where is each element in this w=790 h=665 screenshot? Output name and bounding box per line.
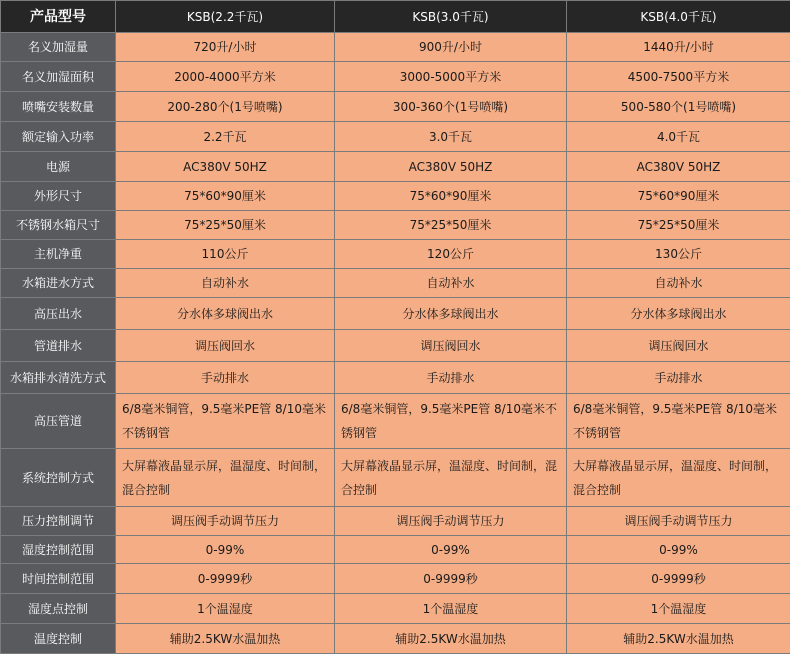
header-row <box>1 1 790 33</box>
table-cell: 1个温湿度 <box>335 594 567 624</box>
table-cell: 辅助2.5KW水温加热 <box>335 624 567 654</box>
table-row <box>1 536 790 564</box>
row-label: 湿度点控制 <box>1 594 116 624</box>
table-cell: 75*25*50厘米 <box>116 211 335 240</box>
header-model: KSB(2.2千瓦) <box>116 1 335 33</box>
table-cell: 2.2千瓦 <box>116 122 335 152</box>
table-cell: 1个温湿度 <box>116 594 335 624</box>
row-label: 管道排水 <box>1 330 116 362</box>
table-cell: 75*25*50厘米 <box>567 211 790 240</box>
table-cell: 1440升/小时 <box>567 33 790 62</box>
table-cell: 0-99% <box>567 536 790 564</box>
header-model: KSB(3.0千瓦) <box>335 1 567 33</box>
table-row <box>1 240 790 269</box>
row-label: 电源 <box>1 152 116 182</box>
table-row <box>1 211 790 240</box>
table-cell: 6/8毫米铜管，9.5毫米PE管 8/10毫米不锈钢管 <box>335 394 567 449</box>
table-cell: 110公斤 <box>116 240 335 269</box>
row-label: 外形尺寸 <box>1 182 116 211</box>
table-cell: 手动排水 <box>116 362 335 394</box>
table-cell: 500-580个(1号喷嘴) <box>567 92 790 122</box>
table-cell: 自动补水 <box>116 269 335 298</box>
table-cell: 3.0千瓦 <box>335 122 567 152</box>
table-row <box>1 449 790 507</box>
row-label: 喷嘴安装数量 <box>1 92 116 122</box>
row-label: 压力控制调节 <box>1 507 116 536</box>
table-cell: 大屏幕液晶显示屏，温湿度、时间制，混合控制 <box>567 449 790 507</box>
table-cell: 0-9999秒 <box>335 564 567 594</box>
table-cell: 调压阀手动调节压力 <box>335 507 567 536</box>
table-row <box>1 564 790 594</box>
table-header <box>1 1 790 33</box>
table-cell: 2000-4000平方米 <box>116 62 335 92</box>
row-label: 名义加湿面积 <box>1 62 116 92</box>
table-row <box>1 362 790 394</box>
table-cell: 4500-7500平方米 <box>567 62 790 92</box>
row-label: 湿度控制范围 <box>1 536 116 564</box>
table-cell: AC380V 50HZ <box>116 152 335 182</box>
table-cell: 自动补水 <box>567 269 790 298</box>
table-row <box>1 92 790 122</box>
row-label: 额定输入功率 <box>1 122 116 152</box>
table-cell: 大屏幕液晶显示屏，温湿度、时间制，混合控制 <box>335 449 567 507</box>
table-cell: 手动排水 <box>335 362 567 394</box>
table-cell: 720升/小时 <box>116 33 335 62</box>
table-cell: 130公斤 <box>567 240 790 269</box>
table-cell: 6/8毫米铜管，9.5毫米PE管 8/10毫米不锈钢管 <box>567 394 790 449</box>
table-cell: 75*25*50厘米 <box>335 211 567 240</box>
row-label: 水箱进水方式 <box>1 269 116 298</box>
table-cell: 自动补水 <box>335 269 567 298</box>
table-row <box>1 330 790 362</box>
header-corner: 产品型号 <box>1 1 116 33</box>
table-cell: 调压阀回水 <box>116 330 335 362</box>
table-row <box>1 152 790 182</box>
table-row <box>1 594 790 624</box>
table-row <box>1 33 790 62</box>
table-cell: 0-99% <box>116 536 335 564</box>
table-cell: 大屏幕液晶显示屏，温湿度、时间制，混合控制 <box>116 449 335 507</box>
table-row <box>1 298 790 330</box>
table-row <box>1 507 790 536</box>
table-row <box>1 62 790 92</box>
table-cell: 1个温湿度 <box>567 594 790 624</box>
table-cell: 调压阀回水 <box>567 330 790 362</box>
table-cell: 调压阀手动调节压力 <box>567 507 790 536</box>
table-row <box>1 269 790 298</box>
table-cell: 分水体多球阀出水 <box>567 298 790 330</box>
table-cell: 75*60*90厘米 <box>335 182 567 211</box>
table-cell: 75*60*90厘米 <box>116 182 335 211</box>
header-model: KSB(4.0千瓦) <box>567 1 790 33</box>
table-row <box>1 394 790 449</box>
table-cell: 300-360个(1号喷嘴) <box>335 92 567 122</box>
table-cell: 75*60*90厘米 <box>567 182 790 211</box>
table-cell: 0-9999秒 <box>567 564 790 594</box>
table-cell: 900升/小时 <box>335 33 567 62</box>
row-label: 高压管道 <box>1 394 116 449</box>
table-cell: AC380V 50HZ <box>335 152 567 182</box>
table-cell: 3000-5000平方米 <box>335 62 567 92</box>
table-cell: 4.0千瓦 <box>567 122 790 152</box>
table-cell: 手动排水 <box>567 362 790 394</box>
table-body <box>1 33 790 654</box>
row-label: 主机净重 <box>1 240 116 269</box>
table-row <box>1 122 790 152</box>
table-cell: 0-9999秒 <box>116 564 335 594</box>
row-label: 系统控制方式 <box>1 449 116 507</box>
row-label: 不锈钢水箱尺寸 <box>1 211 116 240</box>
row-label: 名义加湿量 <box>1 33 116 62</box>
table-cell: 分水体多球阀出水 <box>335 298 567 330</box>
table-cell: 辅助2.5KW水温加热 <box>116 624 335 654</box>
table-cell: 200-280个(1号喷嘴) <box>116 92 335 122</box>
table-cell: 0-99% <box>335 536 567 564</box>
row-label: 温度控制 <box>1 624 116 654</box>
table-cell: AC380V 50HZ <box>567 152 790 182</box>
row-label: 时间控制范围 <box>1 564 116 594</box>
row-label: 高压出水 <box>1 298 116 330</box>
table-cell: 分水体多球阀出水 <box>116 298 335 330</box>
table-cell: 调压阀手动调节压力 <box>116 507 335 536</box>
table-cell: 6/8毫米铜管，9.5毫米PE管 8/10毫米不锈钢管 <box>116 394 335 449</box>
table-cell: 120公斤 <box>335 240 567 269</box>
table-cell: 辅助2.5KW水温加热 <box>567 624 790 654</box>
table-row <box>1 624 790 654</box>
row-label: 水箱排水清洗方式 <box>1 362 116 394</box>
table-cell: 调压阀回水 <box>335 330 567 362</box>
table-row <box>1 182 790 211</box>
